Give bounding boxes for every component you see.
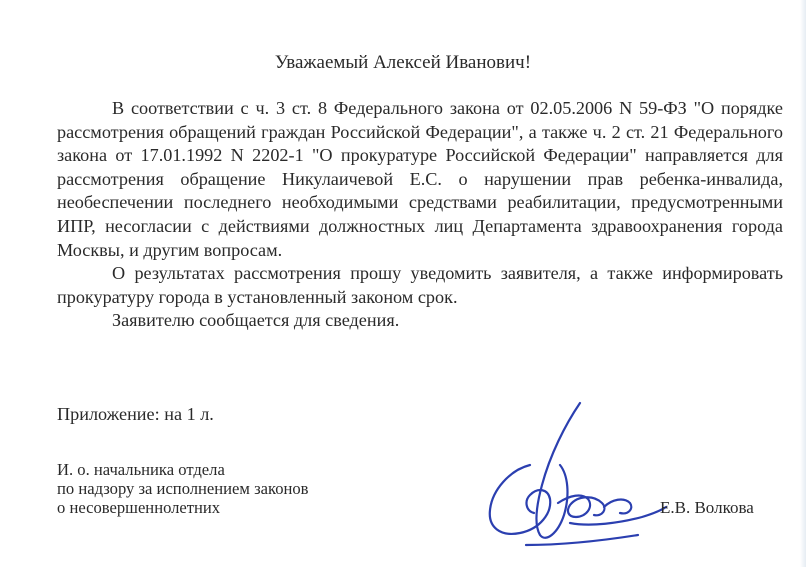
signatory-position: [57, 460, 309, 517]
letter-body: [57, 97, 783, 333]
body-paragraph: Заявителю сообщается для сведения.: [112, 310, 400, 331]
position-line: И. о. начальника отдела: [57, 460, 225, 479]
position-line: по надзору за исполнением законов: [57, 479, 309, 498]
body-paragraph: В соответствии с ч. 3 ст. 8 Федерального закона от 02.05.2006 N 59-ФЗ "О порядке рассмотрения обращений граждан Российской Федерации", а также ч. 2 ст. 21 Федерального закона от 17.01.1992 N 2202-1 "О прокуратуре Российской Федерации" направляется для рассмотрения обращение Никулаичевой Е.С. о нарушении прав ребенка-инвалида, необеспечении последнего необходимыми средствами реабилитации, предусмотренными ИПР, несогласии с действиями должностных лиц Департамента здравоохранения города Москвы, и другим вопросам.: [57, 98, 783, 260]
signer-name: Е.В. Волкова: [660, 498, 754, 517]
page-edge: [800, 0, 806, 567]
position-line: о несовершеннолетних: [57, 498, 221, 517]
handwritten-signature: [470, 395, 670, 555]
salutation: Уважаемый Алексей Иванович!: [274, 52, 532, 73]
annex-note: Приложение: на 1 л.: [57, 404, 214, 424]
body-paragraph: О результатах рассмотрения прошу уведомить заявителя, а также информировать прокуратуру города в установленный законом срок.: [57, 263, 783, 307]
